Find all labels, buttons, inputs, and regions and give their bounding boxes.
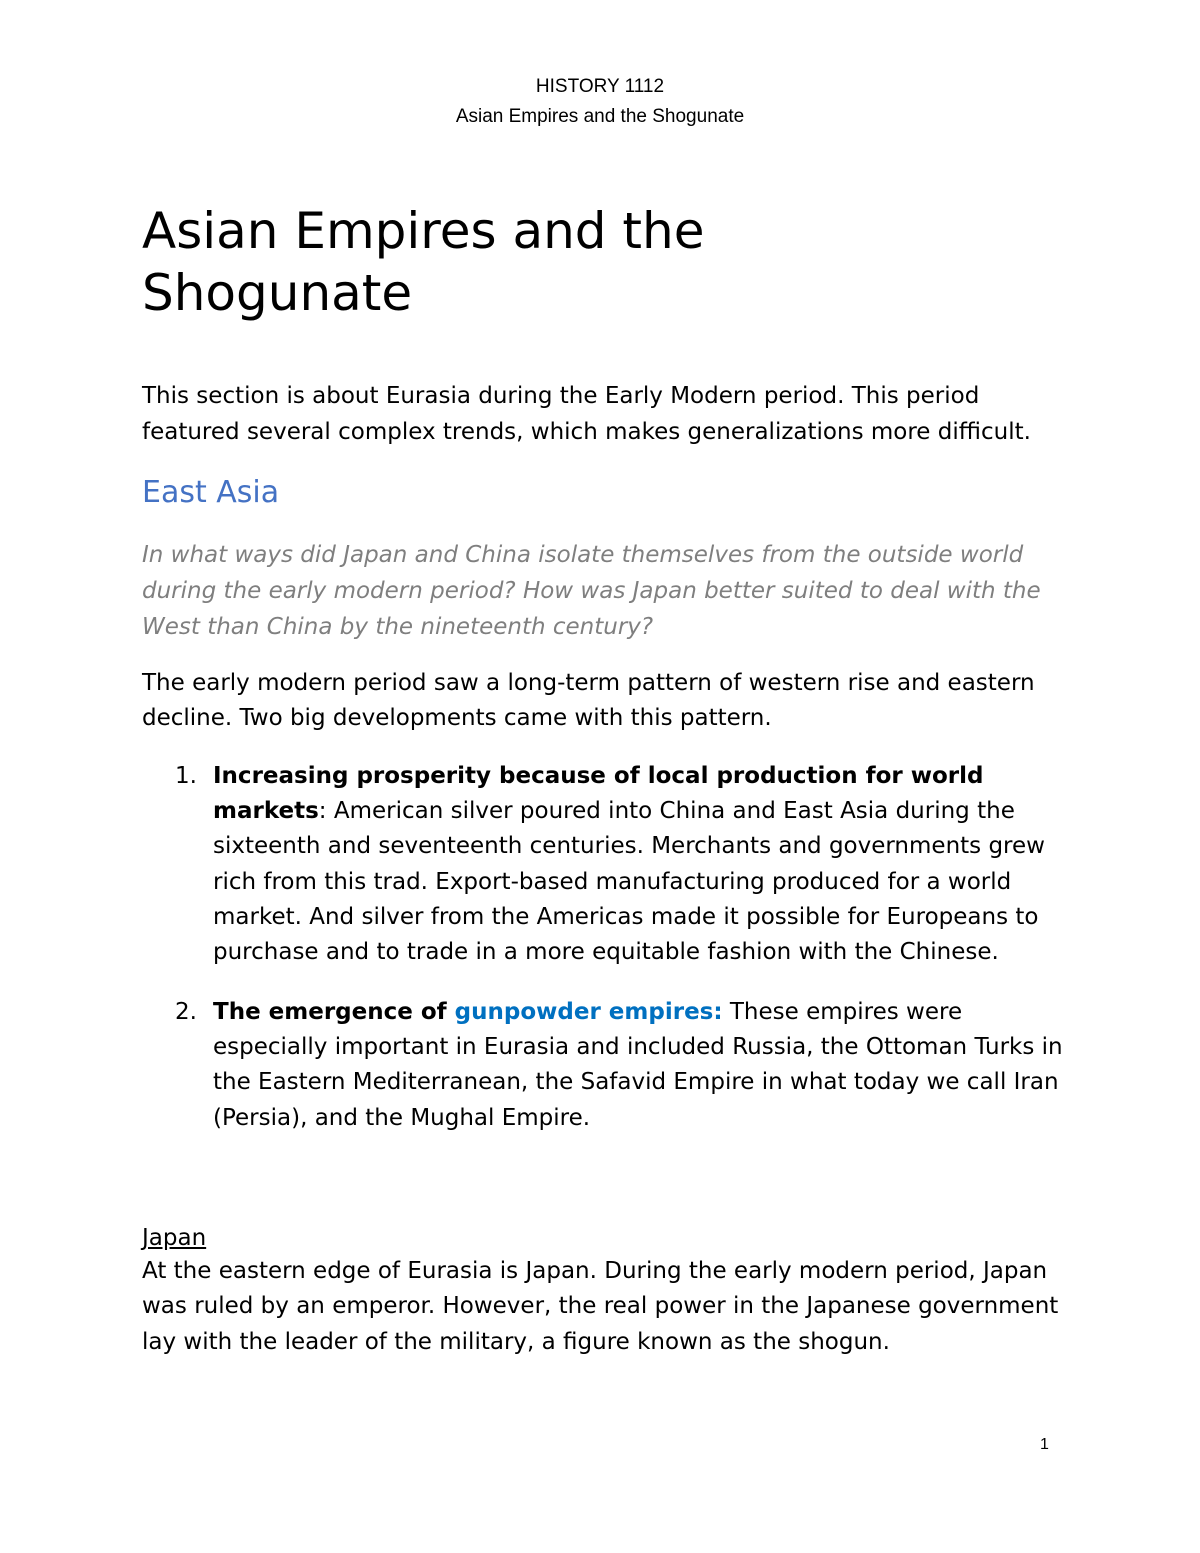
page-number: 1: [1040, 1436, 1049, 1453]
japan-paragraph: At the eastern edge of Eurasia is Japan. During the early modern period, Japan was ruled by an emperor. However, the real power in the Japanese government lay with the leader of the military, a figure known as the shogun.: [142, 1257, 1059, 1355]
list-item: [142, 995, 1072, 1136]
list-item-text: These empires were especially important in Eurasia and included Russia, the Ottoman Turks in the Eastern Mediterranean, the Safavid Empire in what today we call Iran (Persia), and the Mughal Empire.: [213, 998, 1063, 1131]
course-code: HISTORY 1112: [535, 76, 665, 97]
intro-paragraph: This section is about Eurasia during the Early Modern period. This period featured several complex trends, which makes generalizations more difficult.: [142, 383, 1031, 445]
list-item: [142, 759, 1072, 971]
guiding-questions: In what ways did Japan and China isolate themselves from the outside world during the early modern period? How was Japan better suited to deal with the West than China by the nineteenth century?: [142, 541, 1041, 640]
page-header: [0, 72, 1200, 132]
document-body: [142, 200, 1072, 1360]
title-line-2: Shogunate: [142, 264, 413, 322]
list-number: 1.: [175, 762, 197, 789]
list-item-term: The emergence of: [213, 998, 455, 1025]
section-heading-east-asia: East Asia: [142, 475, 280, 510]
list-item-term: Increasing prosperity because of local production for world markets: [213, 762, 984, 825]
east-asia-paragraph: The early modern period saw a long-term pattern of western rise and eastern decline. Two big developments came with this pattern.: [142, 669, 1035, 732]
title-line-1: Asian Empires and the: [142, 202, 705, 260]
header-subtitle: Asian Empires and the Shogunate: [455, 106, 745, 127]
developments-list: [142, 759, 1072, 1136]
gunpowder-empires-term: gunpowder empires:: [454, 998, 723, 1025]
section-heading-japan: Japan: [142, 1224, 207, 1251]
list-item-text: : American silver poured into China and East Asia during the sixteenth and seventeenth centuries. Merchants and governments grew rich from this trad. Export-based manufacturing produced for a world market. And silver from the Americas made it possible for Europeans to purchase and to trade in a more equitable fashion with the Chinese.: [213, 798, 1045, 966]
list-number: 2.: [175, 998, 197, 1025]
document-title: [142, 200, 1072, 324]
